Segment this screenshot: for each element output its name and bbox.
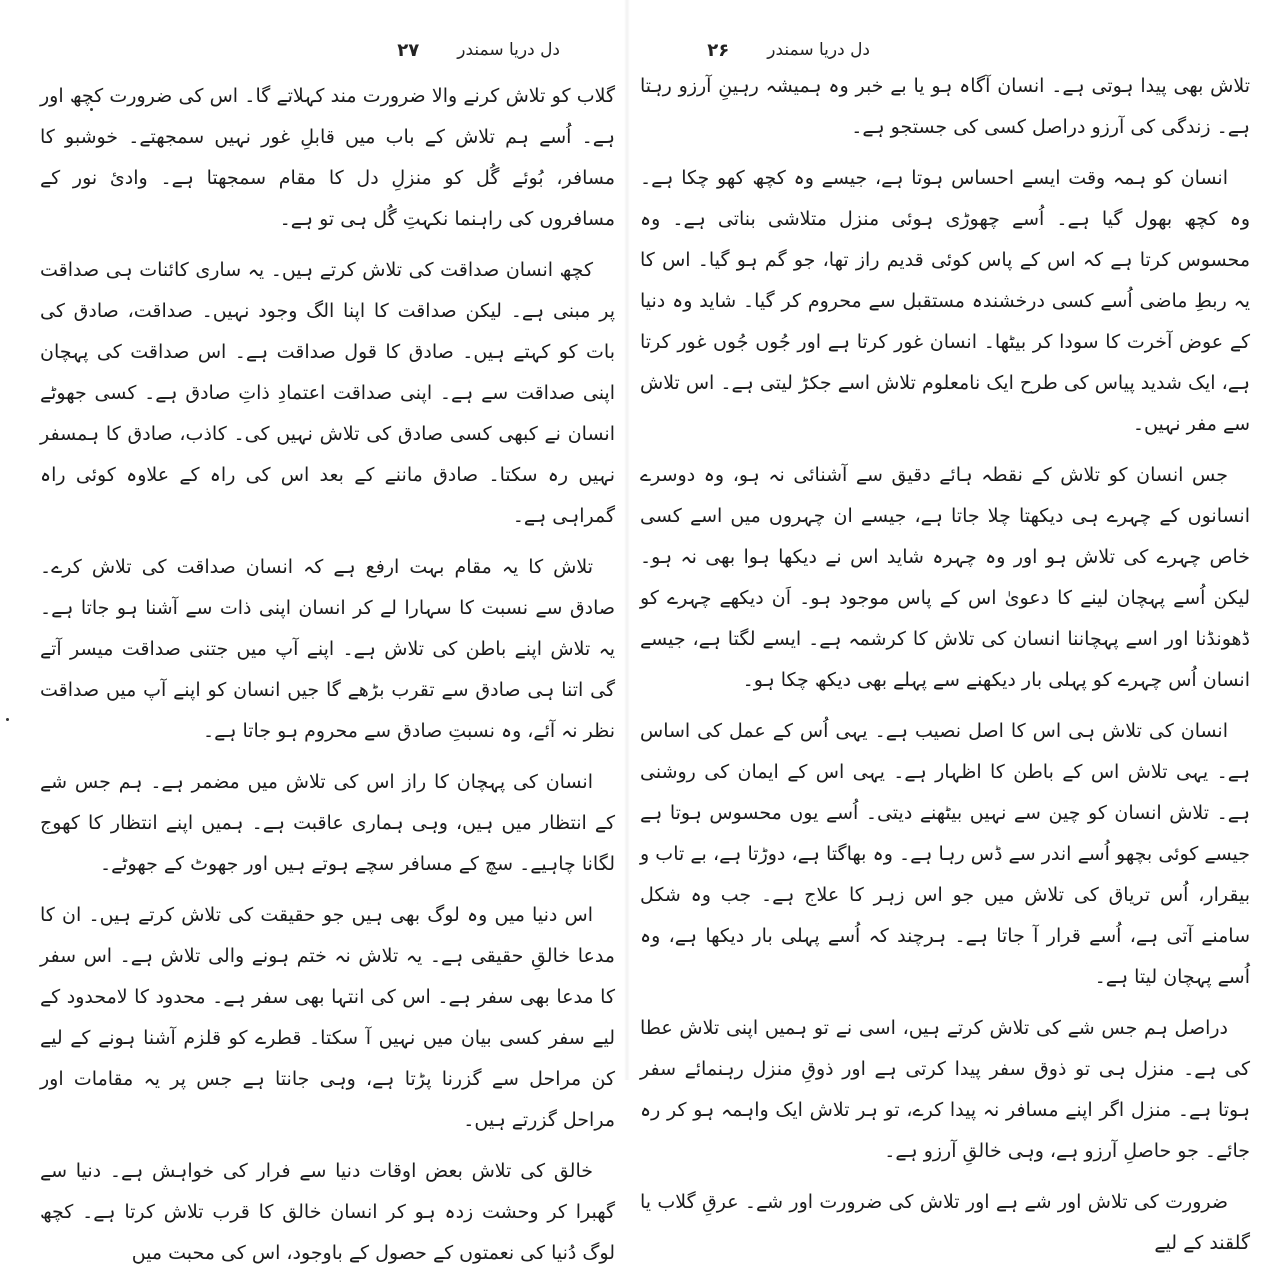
book-gutter bbox=[624, 0, 630, 1080]
left-running-title: دل دریا سمندر bbox=[457, 40, 560, 60]
right-page-body bbox=[640, 66, 1250, 1274]
right-paragraph: ضرورت کی تلاش اور شے ہے اور تلاش کی ضرورت اور شے۔ عرقِ گلاب یا گلقند کے لیے bbox=[640, 1191, 1250, 1254]
left-paragraph: کچھ انسان صداقت کی تلاش کرتے ہیں۔ یہ ساری کائنات ہی صداقت پر مبنی ہے۔ لیکن صداقت کا اپنا الگ وجود نہیں۔ صداقت، صادق کی بات کو کہتے ہیں۔ صادق کا قول صداقت ہے۔ اس صداقت کی پہچان اپنی صداقت سے ہے۔ اپنی صداقت اعتمادِ ذاتِ صادق ہے۔ کسی جھوٹے انسان نے کبھی کسی صادق کی تلاش نہیں کی۔ کاذب، صادق کا ہمسفر نہیں رہ سکتا۔ صادق ماننے کے بعد اس کی راہ کے علاوہ کوئی راہ گمراہی ہے۔ bbox=[40, 259, 615, 527]
right-page-header bbox=[640, 30, 870, 70]
left-page bbox=[40, 0, 615, 1264]
right-page bbox=[640, 0, 1250, 1254]
right-running-title: دل دریا سمندر bbox=[767, 40, 870, 60]
right-paragraph: دراصل ہم جس شے کی تلاش کرتے ہیں، اسی نے تو ہمیں اپنی تلاش عطا کی ہے۔ منزل ہی تو ذوق سفر پیدا کرتی ہے اور ذوقِ منزل رہنمائے سفر ہوتا ہے۔ منزل اگر اپنے مسافر نہ پیدا کرے، تو ہر تلاش ایک واہمہ ہو کر رہ جائے۔ جو حاصلِ آرزو ہے، وہی خالقِ آرزو ہے۔ bbox=[640, 1017, 1250, 1162]
left-paragraph: انسان کی پہچان کا راز اس کی تلاش میں مضمر ہے۔ ہم جس شے کے انتظار میں ہیں، وہی ہماری عاقبت ہے۔ ہمیں اپنے انتظار کا کھوج لگانا چاہیے۔ سچ کے مسافر سچے ہوتے ہیں اور جھوٹ کے جھوٹے۔ bbox=[40, 771, 615, 875]
right-paragraph: انسان کو ہمہ وقت ایسے احساس ہوتا ہے، جیسے وہ کچھ کھو چکا ہے۔ وہ کچھ بھول گیا ہے۔ اُسے چھوڑی ہوئی منزل متلاشی بناتی ہے۔ وہ محسوس کرتا ہے کہ اس کے پاس کوئی قدیم راز تھا، جو گم ہو گیا۔ اس کا یہ ربطِ ماضی اُسے کسی درخشندہ مستقبل سے محروم کر گیا۔ شاید وہ دنیا کے عوض آخرت کا سودا کر بیٹھا۔ انسان غور کرتا ہے اور جُوں جُوں غور کرتا ہے، ایک شدید پیاس کی طرح ایک نامعلوم تلاش اسے جکڑ لیتی ہے۔ اس تلاش سے مفر نہیں۔ bbox=[640, 167, 1250, 435]
scan-speck bbox=[90, 108, 93, 111]
right-paragraph: تلاش بھی پیدا ہوتی ہے۔ انسان آگاہ ہو یا بے خبر وہ ہمیشہ رہینِ آرزو رہتا ہے۔ زندگی کی آرزو دراصل کسی کی جستجو ہے۔ bbox=[640, 75, 1250, 138]
left-page-body bbox=[40, 76, 615, 1284]
left-paragraph: خالق کی تلاش بعض اوقات دنیا سے فرار کی خواہش ہے۔ دنیا سے گھبرا کر وحشت زدہ ہو کر انسان خالق کا قرب تلاش کرتا ہے۔ کچھ لوگ دُنیا کی نعمتوں کے حصول کے باوجود، اس کی محبت میں bbox=[40, 1160, 615, 1264]
left-page-number: ۲۷ bbox=[397, 39, 420, 61]
right-paragraph: جس انسان کو تلاش کے نقطہ ہائے دقیق سے آشنائی نہ ہو، وہ دوسرے انسانوں کے چہرے ہی دیکھتا چلا جاتا ہے، جیسے ان چہروں میں اسے کسی خاص چہرے کی تلاش ہو اور وہ چہرہ شاید اس نے دیکھا ہوا بھی نہ ہو۔ لیکن اُسے پہچان لینے کا دعویٰ اس کے پاس موجود ہو۔ اَن دیکھے چہرے کو ڈھونڈنا اور اسے پہچاننا انسان کی تلاش کا کرشمہ ہے۔ ایسے لگتا ہے، جیسے انسان اُس چہرے کو پہلی بار دیکھنے سے پہلے بھی دیکھ چکا ہو۔ bbox=[640, 464, 1250, 691]
left-paragraph: گلاب کو تلاش کرنے والا ضرورت مند کہلاتے گا۔ اس کی ضرورت کچھ اور ہے۔ اُسے ہم تلاش کے باب میں قابلِ غور نہیں سمجھتے۔ خوشبو کا مسافر، بُوئے گُل کو منزلِ دل کا مقام سمجھتا ہے۔ وادیٔ نور کے مسافروں کی راہنما نکہتِ گُل ہی تو ہے۔ bbox=[40, 85, 615, 230]
right-paragraph: انسان کی تلاش ہی اس کا اصل نصیب ہے۔ یہی اُس کے عمل کی اساس ہے۔ یہی تلاش اس کے باطن کا اظہار ہے۔ یہی اس کے ایمان کی روشنی ہے۔ تلاش انسان کو چین سے نہیں بیٹھنے دیتی۔ اُسے یوں محسوس ہوتا ہے جیسے کوئی بچھو اُسے اندر سے ڈس رہا ہے۔ وہ بھاگتا ہے، دوڑتا ہے، بے تاب و بیقرار، اُس تریاق کی تلاش میں جو اس زہر کا علاج ہے۔ جب وہ شکل سامنے آتی ہے، اُسے قرار آ جاتا ہے۔ ہرچند کہ اُسے پہلی بار دیکھا ہے، وہ اُسے پہچان لیتا ہے۔ bbox=[640, 720, 1250, 988]
scan-speck bbox=[6, 718, 9, 721]
left-page-header bbox=[260, 30, 560, 70]
left-paragraph: تلاش کا یہ مقام بہت ارفع ہے کہ انسان صداقت کی تلاش کرے۔ صادق سے نسبت کا سہارا لے کر انسان اپنی ذات سے آشنا ہو جاتا ہے۔ یہ تلاش اپنے باطن کی تلاش ہے۔ اپنے آپ میں جتنی صداقت میسر آتے گی اتنا ہی صادق سے تقرب بڑھے گا جیں انسان کو اپنے آپ میں صداقت نظر نہ آئے، وہ نسبتِ صادق سے محروم ہو جاتا ہے۔ bbox=[40, 556, 615, 742]
left-paragraph: اس دنیا میں وہ لوگ بھی ہیں جو حقیقت کی تلاش کرتے ہیں۔ ان کا مدعا خالقِ حقیقی ہے۔ یہ تلاش نہ ختم ہونے والی تلاش ہے۔ اس سفر کا مدعا بھی سفر ہے۔ اس کی انتہا بھی سفر ہے۔ محدود کا لامحدود کے لیے سفر کسی بیان میں نہیں آ سکتا۔ قطرے کو قلزم آشنا ہونے کے لیے کن مراحل سے گزرنا پڑتا ہے، وہی جانتا ہے جس پر یہ مقامات اور مراحل گزرتے ہیں۔ bbox=[40, 904, 615, 1131]
right-page-number: ۲۶ bbox=[707, 39, 730, 61]
